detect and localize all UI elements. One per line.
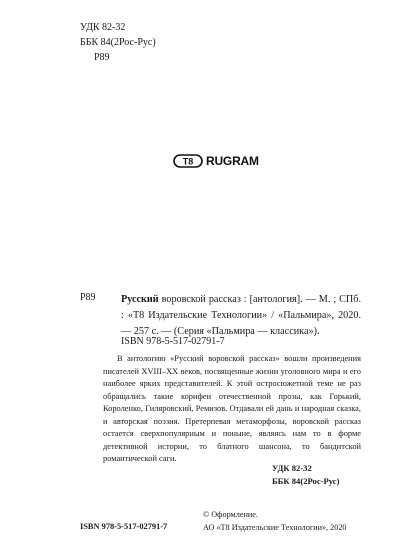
logo-emblem-text: T8 (182, 156, 194, 167)
classification-codes (80, 20, 156, 65)
bottom-classification (272, 462, 339, 488)
t8-emblem-icon (173, 154, 203, 168)
author-mark: Р89 (94, 52, 110, 63)
publisher-logo (173, 154, 259, 168)
udk-code: УДК 82-32 (80, 22, 126, 33)
catalog-code: Р89 (80, 292, 96, 303)
isbn-bottom: ISBN 978-5-517-02791-7 (80, 522, 168, 531)
entry-details: воровской рассказ : [антология]. — М. ; СПб. : «Т8 Издательские Технологии» / «Пальмира», 2020. — 257 с. — (Серия «Пальмира — классика»). (121, 294, 361, 337)
copyright-publisher: АО «Т8 Издательские Технологии», 2020 (203, 523, 347, 532)
bbk-code: ББК 84(2Рос-Рус) (80, 37, 156, 48)
bibliographic-entry (121, 292, 361, 340)
bottom-udk: УДК 82-32 (272, 463, 312, 473)
copyright-block (203, 508, 347, 534)
isbn-main: ISBN 978-5-517-02791-7 (121, 336, 225, 347)
logo-wordmark: RUGRAM (206, 154, 259, 168)
bottom-bbk: ББК 84(2Рос-Рус) (272, 476, 340, 486)
copyright-design: © Оформление. (203, 510, 258, 519)
book-title: Русский (121, 294, 159, 305)
book-abstract: В антологию «Русский воровской рассказ» вошли произведения писателей XVIII–XX веков, посвященные жизни уголовного мира и его наиболее ярких представителей. К этой остросюжетной теме не раз обращались такие корифеи отечественной прозы, как Горький, Короленко, Гиляровский, Ремизов. Отдавали ей дань и народная сказка, и авторская поэзия. Претерпевая метаморфозы, воровской рассказ остается сверхпопулярным и поныне, являясь нам то в форме детективной истории, то блатного шансона, то бандитской романтической саги. (103, 354, 361, 463)
